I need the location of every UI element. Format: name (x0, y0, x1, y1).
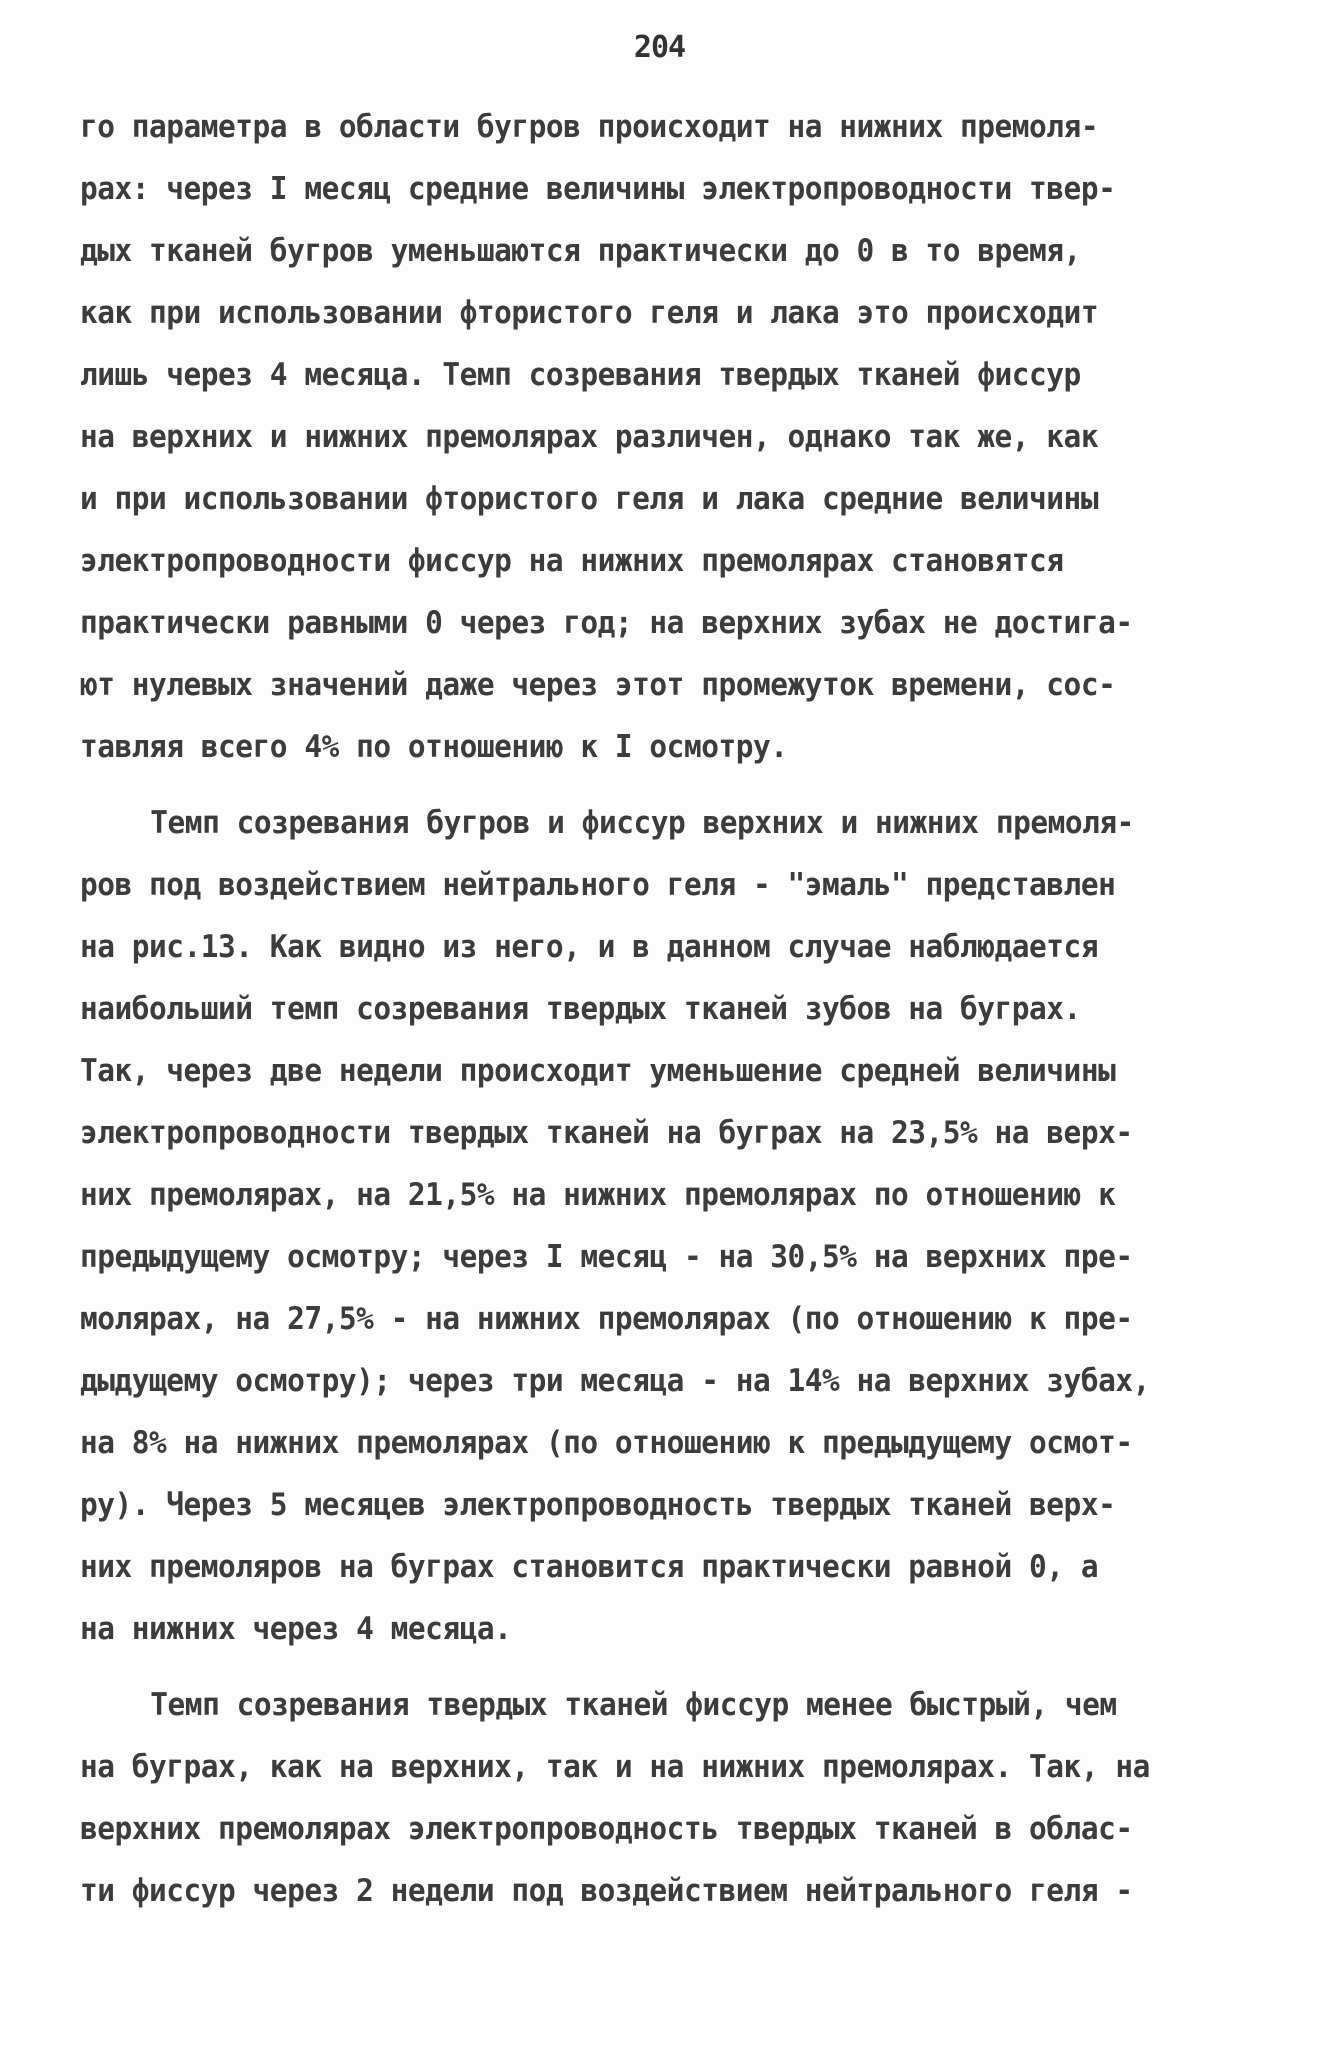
text-line: дыдущему осмотру); через три месяца - на 14% на верхних зубах, (80, 1363, 1150, 1399)
paragraph-2 (80, 792, 1260, 1660)
page-number: 204 (633, 30, 686, 65)
text-line: на нижних через 4 месяца. (80, 1611, 512, 1647)
text-line: тавляя всего 4% по отношению к I осмотру. (80, 729, 788, 765)
text-line: верхних премолярах электропроводность твердых тканей в облас- (80, 1811, 1133, 1847)
text-line: на буграх, как на верхних, так и на нижних премолярах. Так, на (80, 1749, 1150, 1785)
text-line: Темп созревания твердых тканей фиссур менее быстрый, чем (150, 1687, 1117, 1723)
paragraph-gap (80, 778, 1260, 792)
paragraph-3 (80, 1674, 1260, 1922)
paragraph-1 (80, 96, 1260, 778)
text-line: дых тканей бугров уменьшаются практически до 0 в то время, (80, 233, 1081, 269)
text-line: как при использовании фтористого геля и лака это происходит (80, 295, 1099, 331)
text-line: электропроводности твердых тканей на буграх на 23,5% на верх- (80, 1115, 1133, 1151)
text-line: ру). Через 5 месяцев электропроводность твердых тканей верх- (80, 1487, 1116, 1523)
text-line: них премоляров на буграх становится практически равной 0, а (80, 1549, 1099, 1585)
paragraph-gap (80, 1660, 1260, 1674)
text-line: Так, через две недели происходит уменьшение средней величины (80, 1053, 1116, 1089)
text-line: на 8% на нижних премолярах (по отношению к предыдущему осмот- (80, 1425, 1133, 1461)
text-line: Темп созревания бугров и фиссур верхних и нижних премоля- (150, 805, 1134, 841)
text-line: на рис.13. Как видно из него, и в данном случае наблюдается (80, 929, 1099, 965)
text-line: и при использовании фтористого геля и лака средние величины (80, 481, 1099, 517)
text-line: на верхних и нижних премолярах различен, однако так же, как (80, 419, 1099, 455)
text-line: них премолярах, на 21,5% на нижних премолярах по отношению к (80, 1177, 1116, 1213)
body-text (80, 96, 1260, 1922)
text-line: ти фиссур через 2 недели под воздействием нейтрального геля - (80, 1873, 1133, 1909)
text-line: рах: через I месяц средние величины электропроводности твер- (80, 171, 1116, 207)
text-line: лишь через 4 месяца. Темп созревания твердых тканей фиссур (80, 357, 1081, 393)
text-line: практически равными 0 через год; на верхних зубах не достига- (80, 605, 1133, 641)
text-line: молярах, на 27,5% - на нижних премолярах (по отношению к пре- (80, 1301, 1133, 1337)
text-line: ров под воздействием нейтрального геля - "эмаль" представлен (80, 867, 1116, 903)
text-line: го параметра в области бугров происходит на нижних премоля- (80, 109, 1099, 145)
text-line: наибольший темп созревания твердых тканей зубов на буграх. (80, 991, 1081, 1027)
text-line: электропроводности фиссур на нижних премолярах становятся (80, 543, 1064, 579)
text-line: предыдущему осмотру; через I месяц - на 30,5% на верхних пре- (80, 1239, 1133, 1275)
text-line: ют нулевых значений даже через этот промежуток времени, сос- (80, 667, 1116, 703)
